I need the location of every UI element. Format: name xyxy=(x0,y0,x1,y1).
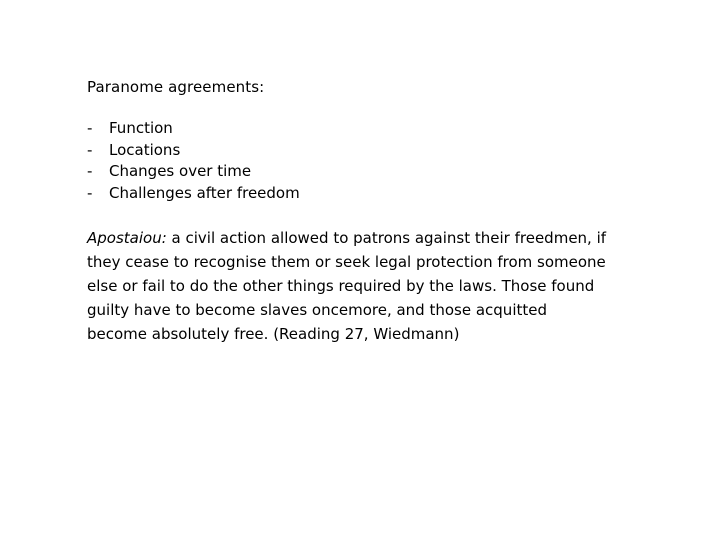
bullet-text-locations: Locations xyxy=(109,140,181,159)
bullet-dash: - xyxy=(87,184,93,203)
bullet-list xyxy=(87,118,300,205)
list-item xyxy=(87,161,300,183)
definition-text: a civil action allowed to patrons against their freedmen, if they cease to recognise them or seek legal protection from someone else or fail to do the other things required by the laws. Those found guilty have to become slaves oncemore, and those acquitted become absolutely free. (Reading 27, Wiedmann) xyxy=(87,229,607,343)
bullet-text-challenges: Challenges after freedom xyxy=(109,184,300,203)
bullet-dash: - xyxy=(87,162,93,181)
slide-heading: Paranome agreements: xyxy=(87,78,265,96)
list-item xyxy=(87,183,300,205)
list-item xyxy=(87,140,300,162)
definition-paragraph xyxy=(87,226,607,346)
bullet-text-changes: Changes over time xyxy=(109,162,252,181)
list-item xyxy=(87,118,300,140)
bullet-text-function: Function xyxy=(109,119,173,137)
definition-term: Apostaiou: xyxy=(87,229,167,247)
bullet-dash: - xyxy=(87,140,93,159)
bullet-dash: - xyxy=(87,119,93,137)
